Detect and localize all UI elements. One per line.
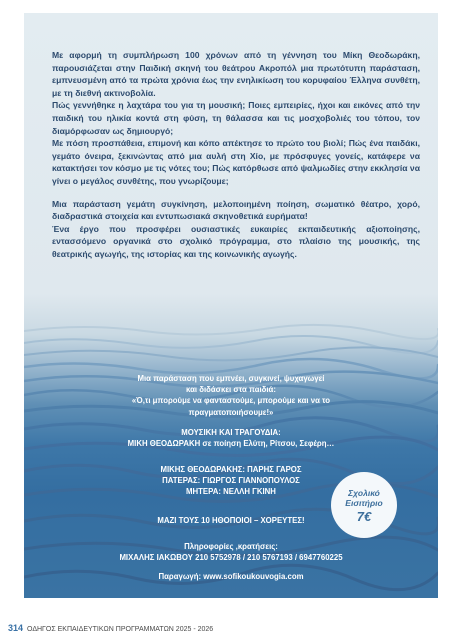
production-credit (64, 571, 398, 582)
booking-contacts: ΜΙΧΑΛΗΣ ΙΑΚΩΒΟΥ 210 5752978 / 210 5767193 / 6947760225 (119, 553, 343, 563)
music-credits (64, 427, 398, 449)
page-footer (8, 622, 213, 634)
music-composer-poets: ΜΙΚΗ ΘΕΟΔΩΡΑΚΗ σε ποίηση Ελύτη, Ρίτσου, Σεφέρη… (127, 439, 335, 449)
tagline-block (64, 373, 398, 418)
intro-text (52, 49, 420, 271)
badge-price: 7€ (356, 509, 372, 524)
badge-label-school: Σχολικό (348, 488, 380, 498)
intro-paragraph-questions: Πώς γεννήθηκε η λαχτάρα του για τη μουσική; Ποιες εμπειρίες, ήχοι και εικόνες από την παιδική του ηλικία κοντά στη φύση, τη θάλασσα και τις μοσχοβολιές του τόπου, τον διαμόρφωσαν ως δημιουργό; (52, 100, 420, 136)
cast-mother: ΜΗΤΕΡΑ: ΝΕΛΛΗ ΓΚΙΝΗ (186, 487, 276, 497)
ensemble-text: ΜΑΖΙ ΤΟΥΣ 10 ΗΘΟΠΟΙΟΙ – ΧΟΡΕΥΤΕΣ! (157, 516, 305, 525)
school-ticket-badge (331, 472, 397, 538)
tagline-line-2: και διδάσκει στα παιδιά: (186, 385, 276, 395)
badge-label-ticket: Εισιτήριο (345, 498, 383, 508)
intro-paragraph-educational: Ένα έργο που προσφέρει ουσιαστικές ευκαιρίες εκπαιδευτικής αξιοποίησης, εντασσόμενο οργανικά στο σχολικό πρόγραμμα, στο πλαίσιο της μουσικής, της θεατρικής αγωγής, της ιστορίας και της κοινωνικής αγωγής. (52, 223, 420, 259)
intro-paragraph-violin: Με πόση προσπάθεια, επιμονή και κόπο απέκτησε το πρώτο του βιολί; Πώς ένα παιδάκι, γεμάτο όνειρα, ξεκινώντας από μια αυλή στη Χίο, με πρόσφυγες γονείς, κατάφερε να κατακτήσει τον κόσμο με τις νότες του; Πώς κατόρθωσε από ψαλμωδίες στην εκκλησία να γίνει ο μεγάλος συνθέτης, που γνωρίζουμε; (52, 138, 420, 186)
footer-title: ΟΔΗΓΟΣ ΕΚΠΑΙΔΕΥΤΙΚΩΝ ΠΡΟΓΡΑΜΜΑΤΩΝ 2025 - 2026 (27, 626, 214, 633)
music-heading: ΜΟΥΣΙΚΗ ΚΑΙ ΤΡΑΓΟΥΔΙΑ: (181, 428, 281, 437)
tagline-quote-line-1: «Ό,τι μπορούμε να φανταστούμε, μπορούμε και να το (131, 396, 331, 406)
page-number: 314 (8, 623, 24, 633)
tagline-line-1: Μια παράσταση που εμπνέει, συγκινεί, ψυχαγωγεί (137, 374, 325, 383)
booking-info (64, 541, 398, 563)
cast-mikis: ΜΙΚΗΣ ΘΕΟΔΩΡΑΚΗΣ: ΠΑΡΗΣ ΓΑΡΟΣ (160, 465, 302, 474)
booking-heading: Πληροφορίες ,κρατήσεις: (184, 542, 278, 551)
intro-paragraph-centenary: Με αφορμή τη συμπλήρωση 100 χρόνων από τη γέννηση του Μίκη Θεοδωράκη, παρουσιάζεται στην Παιδική σκηνή του θεάτρου Ακροπόλ μια πρωτότυπη παράσταση, εμπνευσμένη από τα πρώτα χρόνια έως την ενηλικίωση του κορυφαίου Έλληνα συνθέτη, με τη διεθνή ακτινοβολία. (52, 50, 420, 98)
production-text: Παραγωγή: www.sofikoukouvogia.com (158, 572, 304, 581)
cast-father: ΠΑΤΕΡΑΣ: ΓΙΩΡΓΟΣ ΓΙΑΝΝΟΠΟΥΛΟΣ (162, 476, 300, 486)
tagline-quote-line-2: πραγματοποιήσουμε!» (188, 407, 274, 417)
intro-paragraph-performance: Μια παράσταση γεμάτη συγκίνηση, μελοποιημένη ποίηση, σωματικό θέατρο, χορό, διαδραστικά στοιχεία και εντυπωσιακά σκηνοθετικά ευρήματα! (52, 198, 420, 222)
